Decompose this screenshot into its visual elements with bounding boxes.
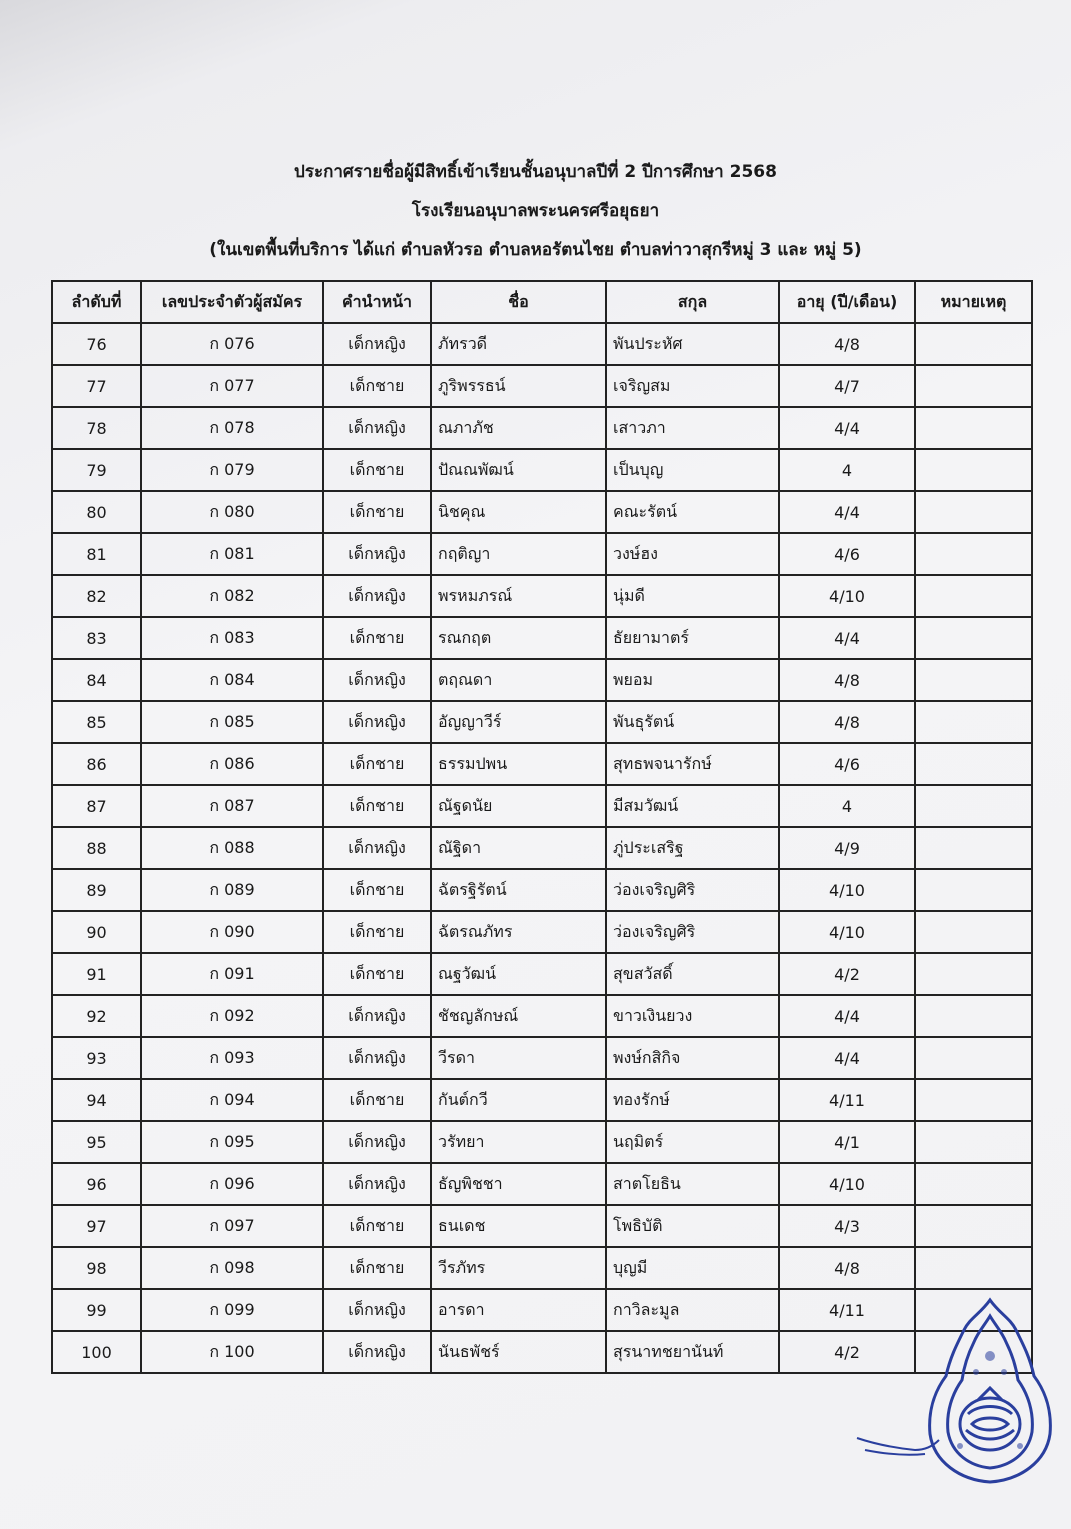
announcement-title: ประกาศรายชื่อผู้มีสิทธิ์เข้าเรียนชั้นอนุบาลปีที่ 2 ปีการศึกษา 2568	[294, 162, 777, 182]
table-row	[52, 743, 1032, 785]
first-name-cell: อารดา	[431, 1289, 606, 1331]
table-row	[52, 1163, 1032, 1205]
order-cell: 79	[52, 449, 141, 491]
first-name-cell: ปัณณพัฒน์	[431, 449, 606, 491]
first-name-cell: นิชคุณ	[431, 491, 606, 533]
age-cell: 4/11	[779, 1079, 915, 1121]
table-row	[52, 995, 1032, 1037]
service-area-note: (ในเขตพื้นที่บริการ ได้แก่ ตำบลหัวรอ ตำบลหอรัตนไชย ตำบลท่าวาสุกรีหมู่ 3 และ หมู่ 5)	[209, 240, 862, 260]
applicant-id-cell: ก 090	[141, 911, 323, 953]
age-cell: 4/8	[779, 701, 915, 743]
note-cell	[915, 869, 1032, 911]
prefix-cell: เด็กหญิง	[323, 701, 431, 743]
applicant-id-cell: ก 078	[141, 407, 323, 449]
order-cell: 78	[52, 407, 141, 449]
first-name-cell: รณกฤต	[431, 617, 606, 659]
last-name-cell: พันประหัศ	[606, 323, 779, 365]
last-name-cell: คณะรัตน์	[606, 491, 779, 533]
first-name-cell: ธัญพิชชา	[431, 1163, 606, 1205]
applicant-id-cell: ก 088	[141, 827, 323, 869]
note-cell	[915, 911, 1032, 953]
prefix-cell: เด็กหญิง	[323, 1121, 431, 1163]
applicant-id-cell: ก 083	[141, 617, 323, 659]
column-header-age: อายุ (ปี/เดือน)	[779, 281, 915, 323]
prefix-cell: เด็กชาย	[323, 1079, 431, 1121]
applicant-id-cell: ก 098	[141, 1247, 323, 1289]
first-name-cell: ณัฐิดา	[431, 827, 606, 869]
first-name-cell: ชัชญลักษณ์	[431, 995, 606, 1037]
last-name-cell: เสาวภา	[606, 407, 779, 449]
table-row	[52, 1079, 1032, 1121]
last-name-cell: นุ่มดี	[606, 575, 779, 617]
note-cell	[915, 449, 1032, 491]
announcement-header	[0, 162, 1071, 279]
order-cell: 83	[52, 617, 141, 659]
note-cell	[915, 1037, 1032, 1079]
last-name-cell: ภู่ประเสริฐ	[606, 827, 779, 869]
table-row	[52, 323, 1032, 365]
order-cell: 86	[52, 743, 141, 785]
age-cell: 4/10	[779, 575, 915, 617]
age-cell: 4/4	[779, 1037, 915, 1079]
table-row	[52, 953, 1032, 995]
order-cell: 100	[52, 1331, 141, 1373]
last-name-cell: ทองรักษ์	[606, 1079, 779, 1121]
order-cell: 91	[52, 953, 141, 995]
order-cell: 76	[52, 323, 141, 365]
applicant-id-cell: ก 082	[141, 575, 323, 617]
signature-icon	[855, 1420, 945, 1460]
first-name-cell: พรหมภรณ์	[431, 575, 606, 617]
age-cell: 4/11	[779, 1289, 915, 1331]
order-cell: 94	[52, 1079, 141, 1121]
age-cell: 4/8	[779, 1247, 915, 1289]
note-cell	[915, 1079, 1032, 1121]
first-name-cell: กันต์กวี	[431, 1079, 606, 1121]
last-name-cell: ว่องเจริญศิริ	[606, 869, 779, 911]
prefix-cell: เด็กหญิง	[323, 323, 431, 365]
applicant-id-cell: ก 092	[141, 995, 323, 1037]
order-cell: 90	[52, 911, 141, 953]
note-cell	[915, 491, 1032, 533]
prefix-cell: เด็กหญิง	[323, 659, 431, 701]
applicant-id-cell: ก 089	[141, 869, 323, 911]
prefix-cell: เด็กหญิง	[323, 407, 431, 449]
first-name-cell: ภูริพรรธน์	[431, 365, 606, 407]
table-row	[52, 491, 1032, 533]
table-row	[52, 827, 1032, 869]
age-cell: 4/9	[779, 827, 915, 869]
last-name-cell: สาตโยธิน	[606, 1163, 779, 1205]
note-cell	[915, 575, 1032, 617]
note-cell	[915, 323, 1032, 365]
note-cell	[915, 1247, 1032, 1289]
applicant-id-cell: ก 079	[141, 449, 323, 491]
note-cell	[915, 743, 1032, 785]
table-row	[52, 659, 1032, 701]
table-row	[52, 1205, 1032, 1247]
order-cell: 84	[52, 659, 141, 701]
last-name-cell: พยอม	[606, 659, 779, 701]
age-cell: 4	[779, 449, 915, 491]
column-header-note: หมายเหตุ	[915, 281, 1032, 323]
prefix-cell: เด็กชาย	[323, 1205, 431, 1247]
column-header-first-name: ชื่อ	[431, 281, 606, 323]
last-name-cell: ขาวเงินยวง	[606, 995, 779, 1037]
age-cell: 4/8	[779, 659, 915, 701]
note-cell	[915, 827, 1032, 869]
note-cell	[915, 1121, 1032, 1163]
prefix-cell: เด็กชาย	[323, 911, 431, 953]
last-name-cell: ธัยยามาตร์	[606, 617, 779, 659]
note-cell	[915, 1205, 1032, 1247]
school-name: โรงเรียนอนุบาลพระนครศรีอยุธยา	[411, 201, 660, 221]
table-row	[52, 407, 1032, 449]
order-cell: 99	[52, 1289, 141, 1331]
applicant-id-cell: ก 076	[141, 323, 323, 365]
applicant-id-cell: ก 096	[141, 1163, 323, 1205]
column-header-order: ลำดับที่	[52, 281, 141, 323]
age-cell: 4/7	[779, 365, 915, 407]
first-name-cell: ณภาภัช	[431, 407, 606, 449]
table-row	[52, 617, 1032, 659]
first-name-cell: วีรดา	[431, 1037, 606, 1079]
applicant-id-cell: ก 080	[141, 491, 323, 533]
age-cell: 4/2	[779, 1331, 915, 1373]
prefix-cell: เด็กชาย	[323, 953, 431, 995]
prefix-cell: เด็กชาย	[323, 869, 431, 911]
last-name-cell: นฤมิตร์	[606, 1121, 779, 1163]
applicant-id-cell: ก 087	[141, 785, 323, 827]
note-cell	[915, 533, 1032, 575]
applicant-id-cell: ก 081	[141, 533, 323, 575]
first-name-cell: ณัฐดนัย	[431, 785, 606, 827]
applicant-id-cell: ก 086	[141, 743, 323, 785]
first-name-cell: นันธพัชร์	[431, 1331, 606, 1373]
note-cell	[915, 953, 1032, 995]
age-cell: 4/10	[779, 911, 915, 953]
first-name-cell: วีรภัทร	[431, 1247, 606, 1289]
note-cell	[915, 1163, 1032, 1205]
applicant-id-cell: ก 093	[141, 1037, 323, 1079]
applicant-id-cell: ก 091	[141, 953, 323, 995]
table-row	[52, 1247, 1032, 1289]
first-name-cell: ภัทรวดี	[431, 323, 606, 365]
prefix-cell: เด็กชาย	[323, 1247, 431, 1289]
prefix-cell: เด็กหญิง	[323, 827, 431, 869]
last-name-cell: สุทธพจนารักษ์	[606, 743, 779, 785]
age-cell: 4/4	[779, 407, 915, 449]
age-cell: 4/6	[779, 533, 915, 575]
prefix-cell: เด็กชาย	[323, 785, 431, 827]
age-cell: 4/6	[779, 743, 915, 785]
prefix-cell: เด็กหญิง	[323, 575, 431, 617]
column-header-last-name: สกุล	[606, 281, 779, 323]
last-name-cell: มีสมวัฒน์	[606, 785, 779, 827]
note-cell	[915, 407, 1032, 449]
applicant-id-cell: ก 100	[141, 1331, 323, 1373]
order-cell: 93	[52, 1037, 141, 1079]
age-cell: 4/8	[779, 323, 915, 365]
table-row	[52, 869, 1032, 911]
last-name-cell: พงษ์กสิกิจ	[606, 1037, 779, 1079]
age-cell: 4/4	[779, 491, 915, 533]
age-cell: 4/10	[779, 869, 915, 911]
last-name-cell: กาวิละมูล	[606, 1289, 779, 1331]
table-row	[52, 1121, 1032, 1163]
first-name-cell: กฤติญา	[431, 533, 606, 575]
order-cell: 98	[52, 1247, 141, 1289]
last-name-cell: สุรนาทชยานันท์	[606, 1331, 779, 1373]
table-header-row	[52, 281, 1032, 323]
table-row	[52, 449, 1032, 491]
table-row	[52, 1331, 1032, 1373]
note-cell	[915, 659, 1032, 701]
applicant-id-cell: ก 099	[141, 1289, 323, 1331]
order-cell: 85	[52, 701, 141, 743]
first-name-cell: ธรรมปพน	[431, 743, 606, 785]
applicant-id-cell: ก 094	[141, 1079, 323, 1121]
age-cell: 4	[779, 785, 915, 827]
first-name-cell: ฉัตรฐิรัตน์	[431, 869, 606, 911]
last-name-cell: วงษ์ฮง	[606, 533, 779, 575]
prefix-cell: เด็กหญิง	[323, 1331, 431, 1373]
order-cell: 81	[52, 533, 141, 575]
table-row	[52, 911, 1032, 953]
age-cell: 4/4	[779, 617, 915, 659]
prefix-cell: เด็กหญิง	[323, 533, 431, 575]
prefix-cell: เด็กหญิง	[323, 1163, 431, 1205]
table-row	[52, 785, 1032, 827]
applicant-id-cell: ก 097	[141, 1205, 323, 1247]
first-name-cell: ณฐวัฒน์	[431, 953, 606, 995]
applicant-table	[51, 280, 1033, 1374]
last-name-cell: เป็นบุญ	[606, 449, 779, 491]
prefix-cell: เด็กหญิง	[323, 1037, 431, 1079]
column-header-applicant-id: เลขประจำตัวผู้สมัคร	[141, 281, 323, 323]
prefix-cell: เด็กชาย	[323, 491, 431, 533]
note-cell	[915, 785, 1032, 827]
last-name-cell: บุญมี	[606, 1247, 779, 1289]
order-cell: 80	[52, 491, 141, 533]
age-cell: 4/4	[779, 995, 915, 1037]
prefix-cell: เด็กหญิง	[323, 995, 431, 1037]
note-cell	[915, 365, 1032, 407]
table-row	[52, 1289, 1032, 1331]
table-body	[52, 323, 1032, 1373]
order-cell: 88	[52, 827, 141, 869]
table-row	[52, 533, 1032, 575]
last-name-cell: สุขสวัสดิ์	[606, 953, 779, 995]
applicant-id-cell: ก 084	[141, 659, 323, 701]
age-cell: 4/2	[779, 953, 915, 995]
table-row	[52, 365, 1032, 407]
column-header-prefix: คำนำหน้า	[323, 281, 431, 323]
order-cell: 96	[52, 1163, 141, 1205]
order-cell: 87	[52, 785, 141, 827]
first-name-cell: ตฤณดา	[431, 659, 606, 701]
first-name-cell: ฉัตรณภัทร	[431, 911, 606, 953]
last-name-cell: โพธิบัติ	[606, 1205, 779, 1247]
table-row	[52, 575, 1032, 617]
prefix-cell: เด็กชาย	[323, 617, 431, 659]
applicant-id-cell: ก 077	[141, 365, 323, 407]
order-cell: 97	[52, 1205, 141, 1247]
note-cell	[915, 617, 1032, 659]
note-cell	[915, 995, 1032, 1037]
prefix-cell: เด็กชาย	[323, 449, 431, 491]
last-name-cell: เจริญสม	[606, 365, 779, 407]
age-cell: 4/3	[779, 1205, 915, 1247]
age-cell: 4/10	[779, 1163, 915, 1205]
table-row	[52, 701, 1032, 743]
table-row	[52, 1037, 1032, 1079]
applicant-id-cell: ก 095	[141, 1121, 323, 1163]
last-name-cell: พันธุรัตน์	[606, 701, 779, 743]
first-name-cell: ธนเดช	[431, 1205, 606, 1247]
order-cell: 92	[52, 995, 141, 1037]
prefix-cell: เด็กหญิง	[323, 1289, 431, 1331]
prefix-cell: เด็กชาย	[323, 743, 431, 785]
first-name-cell: อัญญาวีร์	[431, 701, 606, 743]
order-cell: 77	[52, 365, 141, 407]
applicant-id-cell: ก 085	[141, 701, 323, 743]
age-cell: 4/1	[779, 1121, 915, 1163]
last-name-cell: ว่องเจริญศิริ	[606, 911, 779, 953]
order-cell: 89	[52, 869, 141, 911]
prefix-cell: เด็กชาย	[323, 365, 431, 407]
first-name-cell: วรัทยา	[431, 1121, 606, 1163]
note-cell	[915, 701, 1032, 743]
order-cell: 95	[52, 1121, 141, 1163]
order-cell: 82	[52, 575, 141, 617]
